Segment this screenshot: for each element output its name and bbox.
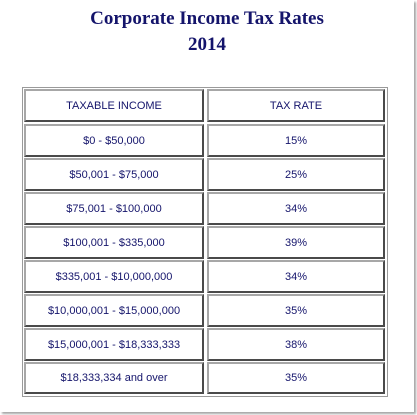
page-subtitle-year: 2014 xyxy=(188,34,226,55)
table-cell-income: $50,001 - $75,000 xyxy=(24,158,204,191)
table-cell-income: $18,333,334 and over xyxy=(24,362,204,394)
table-cell-income: $15,000,001 - $18,333,333 xyxy=(24,328,204,361)
table-cell-rate: 25% xyxy=(207,158,385,191)
table-cell-income: $100,001 - $335,000 xyxy=(24,226,204,259)
table-cell-income: $335,001 - $10,000,000 xyxy=(24,260,204,293)
table-cell-income: $75,001 - $100,000 xyxy=(24,192,204,225)
table-cell-income: $0 - $50,000 xyxy=(24,124,204,157)
table-cell-rate: 38% xyxy=(207,328,385,361)
table-cell-rate: 34% xyxy=(207,260,385,293)
table-cell-rate: 35% xyxy=(207,362,385,394)
page-title: Corporate Income Tax Rates xyxy=(90,8,324,29)
table-cell-income: $10,000,001 - $15,000,000 xyxy=(24,294,204,327)
tax-rate-table xyxy=(22,87,388,397)
table-cell-rate: 15% xyxy=(207,124,385,157)
table-cell-rate: 34% xyxy=(207,192,385,225)
table-cell-rate: 35% xyxy=(207,294,385,327)
table-cell-rate: 39% xyxy=(207,226,385,259)
header-taxable-income: TAXABLE INCOME xyxy=(24,89,204,122)
header-tax-rate: TAX RATE xyxy=(207,89,385,122)
